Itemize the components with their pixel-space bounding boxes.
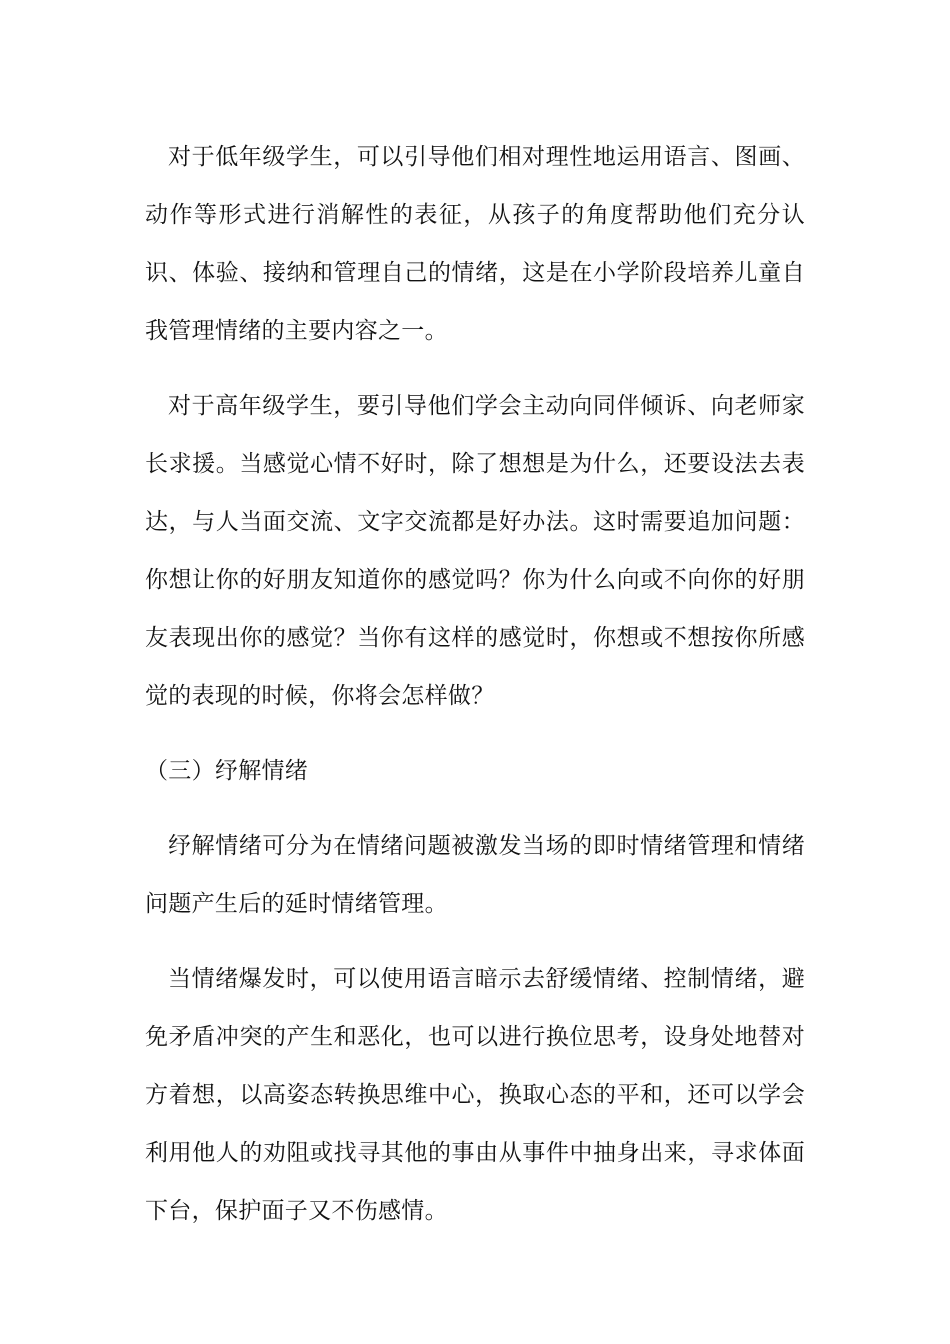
paragraph-lower-grade: 对于低年级学生，可以引导他们相对理性地运用语言、图画、动作等形式进行消解性的表征，从孩子的角度帮助他们充分认识、体验、接纳和管理自己的情绪，这是在小学阶段培养儿童自我管理情绪的主要内容之一。 bbox=[145, 144, 805, 344]
paragraph-upper-grade: 对于高年级学生，要引导他们学会主动向同伴倾诉、向老师家长求援。当感觉心情不好时，除了想想是为什么，还要设法去表达，与人当面交流、文字交流都是好办法。这时需要追加问题：你想让你的好朋友知道你的感觉吗？你为什么向或不向你的好朋友表现出你的感觉？当你有这样的感觉时，你想或不想按你所感觉的表现的时候，你将会怎样做？ bbox=[145, 393, 805, 709]
paragraph-relieve-emotions: 纾解情绪可分为在情绪问题被激发当场的即时情绪管理和情绪问题产生后的延时情绪管理。 bbox=[145, 833, 805, 917]
document-body bbox=[145, 128, 805, 1240]
section-heading: （三）纾解情绪 bbox=[145, 758, 309, 784]
paragraph-emotion-outburst: 当情绪爆发时，可以使用语言暗示去舒缓情绪、控制情绪，避免矛盾冲突的产生和恶化，也可以进行换位思考，设身处地替对方着想，以高姿态转换思维中心，换取心态的平和，还可以学会利用他人的劝阻或找寻其他的事由从事件中抽身出来，寻求体面下台，保护面子又不伤感情。 bbox=[145, 966, 805, 1224]
